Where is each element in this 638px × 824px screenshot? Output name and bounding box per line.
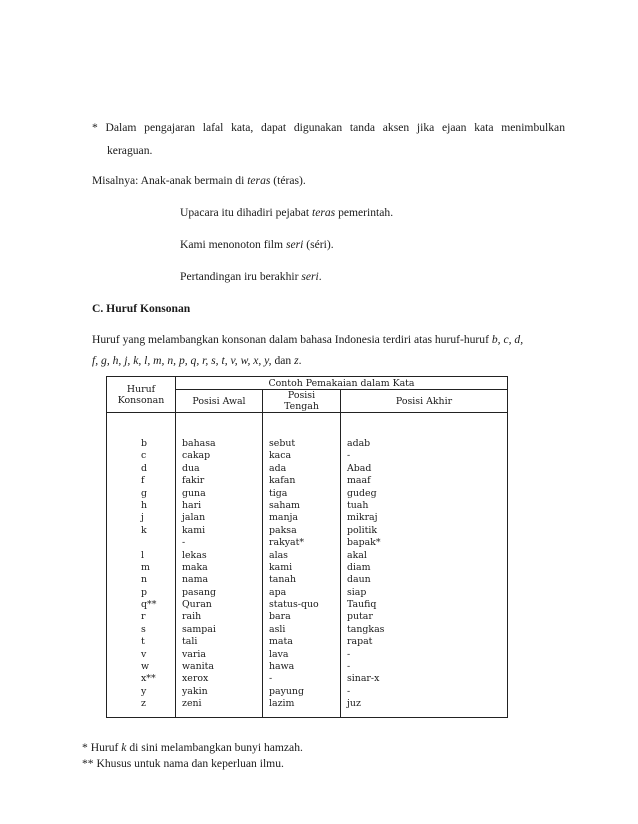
cell-huruf: g (141, 487, 148, 499)
cell-huruf: w (141, 661, 150, 673)
cell-posisi-tengah: tanah (269, 574, 297, 586)
cell-huruf: m (141, 561, 150, 573)
example-4 (180, 270, 322, 284)
cell-posisi-tengah: kaca (269, 450, 292, 462)
cell-posisi-tengah: lava (269, 648, 289, 660)
cell-huruf: v (141, 648, 147, 660)
cell-posisi-akhir: daun (347, 574, 371, 586)
cell-posisi-tengah: lazim (269, 698, 295, 710)
cell-posisi-tengah: apa (269, 586, 287, 598)
example-3-after: (séri). (303, 238, 334, 251)
cell-huruf: h (141, 499, 148, 511)
cell-posisi-awal: raih (182, 611, 202, 623)
cell-posisi-awal: nama (182, 574, 209, 586)
posisi-tengah-column (263, 413, 341, 718)
cell-posisi-tengah: kafan (269, 475, 296, 487)
cell-posisi-tengah: bara (269, 611, 291, 623)
cell-posisi-awal: jalan (182, 512, 206, 524)
cell-huruf: l (141, 549, 144, 561)
cell-posisi-akhir: - (347, 661, 351, 673)
note-aksen-line1: * Dalam pengajaran lafal kata, dapat digunakan tanda aksen jika ejaan kata menimbulkan (92, 121, 565, 134)
cell-posisi-tengah: sebut (269, 438, 296, 449)
cell-huruf: s (141, 623, 146, 635)
cell-huruf: x** (141, 673, 156, 685)
cell-huruf: y (141, 685, 147, 697)
cell-posisi-tengah: hawa (269, 661, 295, 673)
cell-huruf: j (141, 512, 144, 524)
cell-posisi-akhir: putar (347, 611, 373, 623)
example-3 (180, 238, 334, 252)
table-body-row (107, 413, 508, 718)
cell-posisi-tengah: saham (269, 499, 300, 511)
huruf-column (107, 413, 176, 718)
note-aksen-line2: keraguan. (107, 144, 153, 157)
cell-posisi-awal: sampai (182, 623, 216, 635)
cell-posisi-akhir: maaf (347, 475, 371, 487)
example-4-after: . (318, 270, 322, 283)
paragraph-line2 (92, 354, 302, 368)
paragraph-line1-text: Huruf yang melambangkan konsonan dalam bahasa Indonesia terdiri atas huruf-huruf (92, 333, 492, 346)
cell-posisi-akhir: mikraj (347, 512, 378, 524)
cell-posisi-tengah: kami (269, 561, 293, 573)
section-title: C. Huruf Konsonan (92, 302, 191, 315)
example-2-after: pemerintah. (335, 206, 394, 219)
cell-posisi-awal: pasang (182, 586, 217, 598)
cell-posisi-awal: Quran (182, 599, 212, 611)
cell-posisi-awal: tali (182, 636, 198, 648)
cell-posisi-akhir: Taufiq (347, 599, 377, 611)
cell-huruf: n (141, 574, 148, 586)
example-intro-text: Misalnya: Anak-anak bermain di (92, 174, 248, 187)
paragraph-line1 (92, 333, 565, 347)
posisi-akhir-column (341, 413, 508, 718)
header-posisi-tengah (263, 390, 341, 413)
cell-posisi-akhir: politik (347, 524, 378, 536)
paragraph-line2-letters: f, g, h, j, k, l, m, n, p, q, r, s, t, v, w, x, y, (92, 354, 272, 367)
cell-huruf: c (141, 450, 147, 462)
cell-huruf: f (141, 475, 145, 487)
example-4-text: Pertandingan iru berakhir (180, 270, 302, 283)
footnote-hamzah-k: k (121, 741, 127, 754)
cell-posisi-tengah: manja (269, 512, 299, 524)
header-huruf-konsonan (107, 377, 176, 413)
cell-posisi-awal: kami (182, 524, 206, 536)
cell-posisi-awal: bahasa (182, 438, 216, 449)
cell-posisi-akhir: - (347, 648, 351, 660)
cell-posisi-akhir: tangkas (347, 623, 385, 635)
header-huruf-konsonan-label: Huruf Konsonan (117, 383, 165, 406)
example-2-text: Upacara itu dihadiri pejabat (180, 206, 312, 219)
cell-posisi-awal: wanita (182, 661, 215, 673)
cell-huruf: z (141, 698, 146, 710)
cell-posisi-awal: guna (182, 487, 206, 499)
cell-posisi-awal: varia (182, 648, 206, 660)
example-intro-after: (téras). (270, 174, 306, 187)
cell-posisi-awal: hari (182, 499, 202, 511)
footnote-hamzah-before: * Huruf (82, 741, 122, 754)
cell-posisi-akhir: - (347, 450, 351, 462)
cell-posisi-tengah: ada (269, 462, 287, 474)
cell-posisi-akhir: akal (347, 549, 367, 561)
cell-posisi-tengah: asli (269, 623, 286, 635)
header-posisi-tengah-label: Posisi Tengah (284, 390, 319, 412)
cell-posisi-akhir: diam (347, 561, 371, 573)
cell-posisi-awal: zeni (182, 698, 202, 710)
cell-posisi-tengah: paksa (269, 524, 297, 536)
cell-posisi-awal: maka (182, 561, 208, 573)
cell-huruf: r (141, 611, 146, 623)
cell-posisi-tengah: alas (269, 549, 288, 561)
cell-posisi-akhir: bapak* (347, 537, 381, 549)
example-2 (180, 206, 393, 220)
cell-posisi-akhir: adab (347, 438, 371, 449)
paragraph-line2-dan: dan (271, 354, 295, 367)
paragraph-line1-letters: b, c, d, (491, 333, 524, 346)
consonant-table (106, 376, 508, 718)
cell-posisi-akhir: gudeg (347, 487, 377, 499)
cell-posisi-awal: dua (182, 462, 200, 474)
cell-posisi-akhir: - (347, 685, 351, 697)
posisi-awal-column (176, 413, 263, 718)
cell-posisi-tengah: status-quo (269, 599, 319, 611)
cell-posisi-awal: fakir (182, 475, 205, 487)
footnote-hamzah (82, 741, 303, 755)
header-contoh-pemakaian: Contoh Pemakaian dalam Kata (176, 377, 508, 390)
cell-posisi-awal: xerox (182, 673, 209, 685)
example-4-word: seri (301, 270, 319, 283)
cell-posisi-akhir: Abad (347, 462, 372, 474)
cell-posisi-akhir: juz (347, 698, 361, 710)
cell-posisi-akhir: siap (347, 586, 367, 598)
cell-posisi-awal: - (182, 537, 186, 549)
cell-huruf: p (141, 586, 148, 598)
cell-posisi-tengah: rakyat* (269, 537, 305, 549)
paragraph-line2-end: . (298, 354, 302, 367)
cell-posisi-awal: cakap (182, 450, 211, 462)
cell-posisi-akhir: rapat (347, 636, 373, 648)
cell-huruf: k (141, 524, 147, 536)
cell-huruf: q** (141, 599, 157, 611)
example-intro-word: teras (247, 174, 271, 187)
cell-huruf (141, 537, 175, 549)
cell-posisi-tengah: payung (269, 685, 304, 697)
example-intro (92, 174, 306, 188)
cell-huruf: b (141, 438, 148, 449)
cell-posisi-awal: yakin (182, 685, 208, 697)
cell-posisi-awal: lekas (182, 549, 207, 561)
cell-posisi-akhir: tuah (347, 499, 369, 511)
example-3-text: Kami menonoton film (180, 238, 286, 251)
header-posisi-awal: Posisi Awal (176, 390, 263, 413)
footnote-khusus: ** Khusus untuk nama dan keperluan ilmu. (82, 757, 284, 770)
footnote-hamzah-after: di sini melambangkan bunyi hamzah. (126, 741, 303, 754)
cell-posisi-tengah: - (269, 673, 273, 685)
paragraph-line2-z: z (294, 354, 299, 367)
example-3-word: seri (285, 238, 304, 251)
cell-posisi-akhir: sinar-x (347, 673, 380, 685)
cell-huruf: t (141, 636, 145, 648)
cell-posisi-tengah: tiga (269, 487, 288, 499)
example-2-word: teras (311, 206, 336, 219)
cell-huruf: d (141, 462, 148, 474)
header-posisi-akhir: Posisi Akhir (341, 390, 508, 413)
cell-posisi-tengah: mata (269, 636, 293, 648)
